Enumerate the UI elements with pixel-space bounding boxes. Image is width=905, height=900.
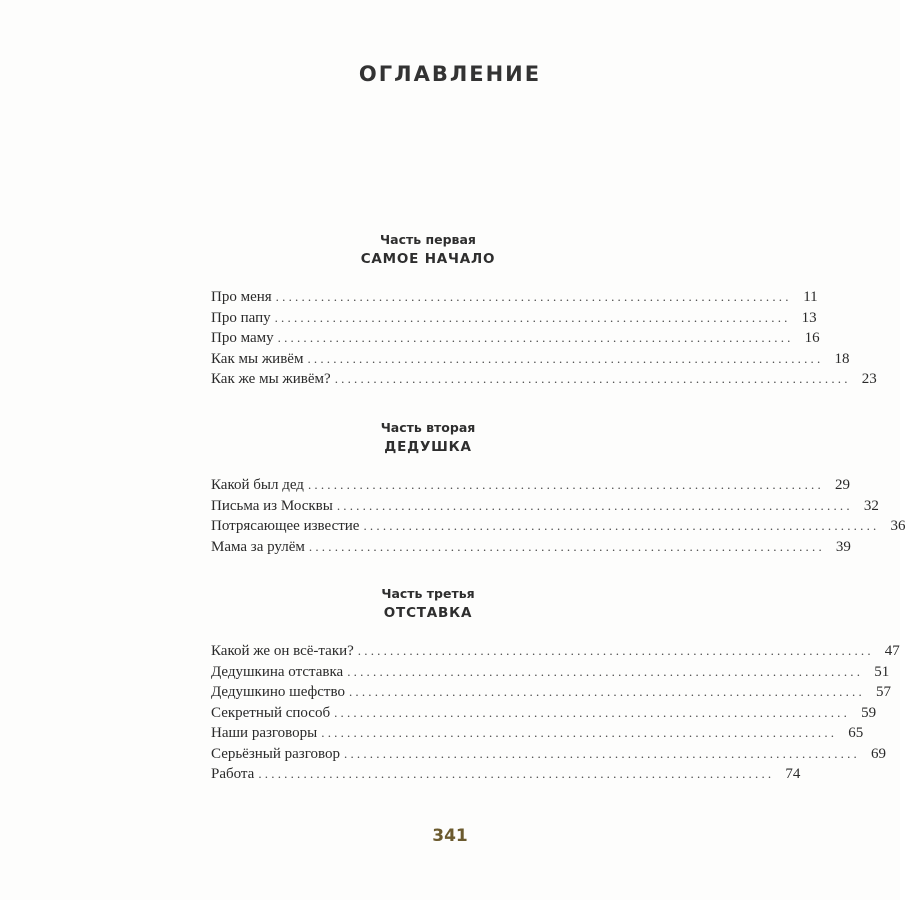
part-2 [211, 420, 905, 559]
toc-entry[interactable] [211, 497, 879, 519]
toc-entry-page: 59 [861, 704, 877, 721]
toc-entry-title: Письма из Москвы [211, 497, 333, 514]
toc-entry-title: Потрясающее известие [211, 518, 360, 534]
toc-leader-dots: ................................................................................ [321, 725, 838, 740]
toc-entry[interactable] [211, 766, 801, 787]
toc-entry[interactable] [211, 289, 818, 310]
part-2-title: ДЕДУШКА [384, 439, 472, 455]
toc-entry-title: Секретный способ [211, 704, 331, 721]
toc-entry[interactable] [211, 538, 851, 560]
toc-entry-title: Какой же он всё-таки? [211, 643, 354, 659]
part-3-title: ОТСТАВКА [383, 605, 473, 621]
page-title: ОГЛАВЛЕНИЕ [358, 62, 542, 86]
toc-entry-title: Дедушкино шефство [211, 684, 345, 700]
toc-leader-dots: ................................................................................ [258, 766, 775, 781]
toc-entry[interactable] [211, 518, 905, 539]
toc-entry[interactable] [211, 663, 890, 685]
toc-entry[interactable] [211, 725, 864, 746]
toc-entry-page: 57 [875, 684, 891, 700]
toc-entry-page: 16 [804, 330, 820, 346]
toc-entry-page: 51 [874, 663, 890, 680]
toc-leader-dots: ................................................................................ [347, 663, 864, 679]
toc-entry-page: 69 [871, 745, 886, 762]
part-3-kicker: Часть третья [381, 586, 475, 601]
toc-leader-dots: ................................................................................ [357, 643, 874, 658]
part-1 [211, 232, 877, 392]
toc-entry[interactable] [211, 684, 891, 705]
part-1-title: САМОЕ НАЧАЛО [360, 251, 496, 267]
toc-entry[interactable] [211, 309, 817, 331]
part-2-entries [211, 477, 905, 559]
toc-leader-dots: ................................................................................ [348, 684, 865, 699]
toc-entry-title: Как мы живём [211, 350, 304, 367]
toc-entry-page: 18 [834, 350, 850, 367]
toc-leader-dots: ................................................................................ [274, 309, 791, 325]
part-1-entries [211, 289, 877, 392]
toc-entry-title: Мама за рулём [211, 538, 305, 555]
toc-entry-page: 13 [801, 309, 817, 326]
page-number: 341 [432, 826, 468, 846]
toc-leader-dots: ................................................................................ [334, 704, 851, 720]
toc-leader-dots: ................................................................................ [334, 371, 851, 386]
toc-entry[interactable] [211, 643, 900, 664]
part-1-kicker: Часть первая [380, 232, 476, 247]
toc-leader-dots: ................................................................................ [277, 330, 794, 345]
toc-entry[interactable] [211, 704, 877, 726]
toc-entry-page: 29 [834, 477, 850, 493]
toc-entry-title: Про маму [211, 330, 274, 346]
toc-leader-dots: ................................................................................ [308, 538, 825, 554]
toc-leader-dots: ................................................................................ [344, 745, 860, 761]
part-2-kicker: Часть вторая [380, 420, 476, 435]
toc-leader-dots: ................................................................................ [307, 477, 824, 492]
toc-entry-title: Серьёзный разговор [211, 745, 340, 762]
toc-entry-page: 36 [890, 518, 905, 534]
toc-entry-page: 32 [863, 497, 879, 514]
toc-entry-title: Дедушкина отставка [211, 663, 344, 680]
toc-entry-title: Работа [211, 766, 255, 782]
toc-entry[interactable] [211, 330, 820, 351]
toc-entry-page: 47 [884, 643, 900, 659]
toc-entry-page: 23 [861, 371, 877, 387]
toc-entry[interactable] [211, 477, 850, 498]
toc-leader-dots: ................................................................................ [363, 518, 880, 533]
toc-leader-dots: ................................................................................ [307, 350, 824, 366]
toc-entry-title: Как же мы живём? [211, 371, 331, 387]
toc-entry-page: 65 [848, 725, 864, 741]
part-3-entries [211, 643, 900, 787]
toc-entry-page: 11 [803, 289, 818, 305]
toc-entry[interactable] [211, 350, 850, 372]
toc-entry-title: Какой был дед [211, 477, 304, 493]
toc-entry-page: 39 [835, 538, 851, 555]
toc-leader-dots: ................................................................................ [336, 497, 853, 513]
toc-entry-title: Про папу [211, 309, 271, 326]
part-3 [211, 586, 900, 787]
toc-entry-title: Про меня [211, 289, 272, 305]
toc-entry-page: 74 [785, 766, 801, 782]
toc-entry[interactable] [211, 745, 886, 767]
toc-entry[interactable] [211, 371, 877, 392]
toc-leader-dots: ................................................................................ [275, 289, 792, 304]
toc-entry-title: Наши разговоры [211, 725, 318, 741]
